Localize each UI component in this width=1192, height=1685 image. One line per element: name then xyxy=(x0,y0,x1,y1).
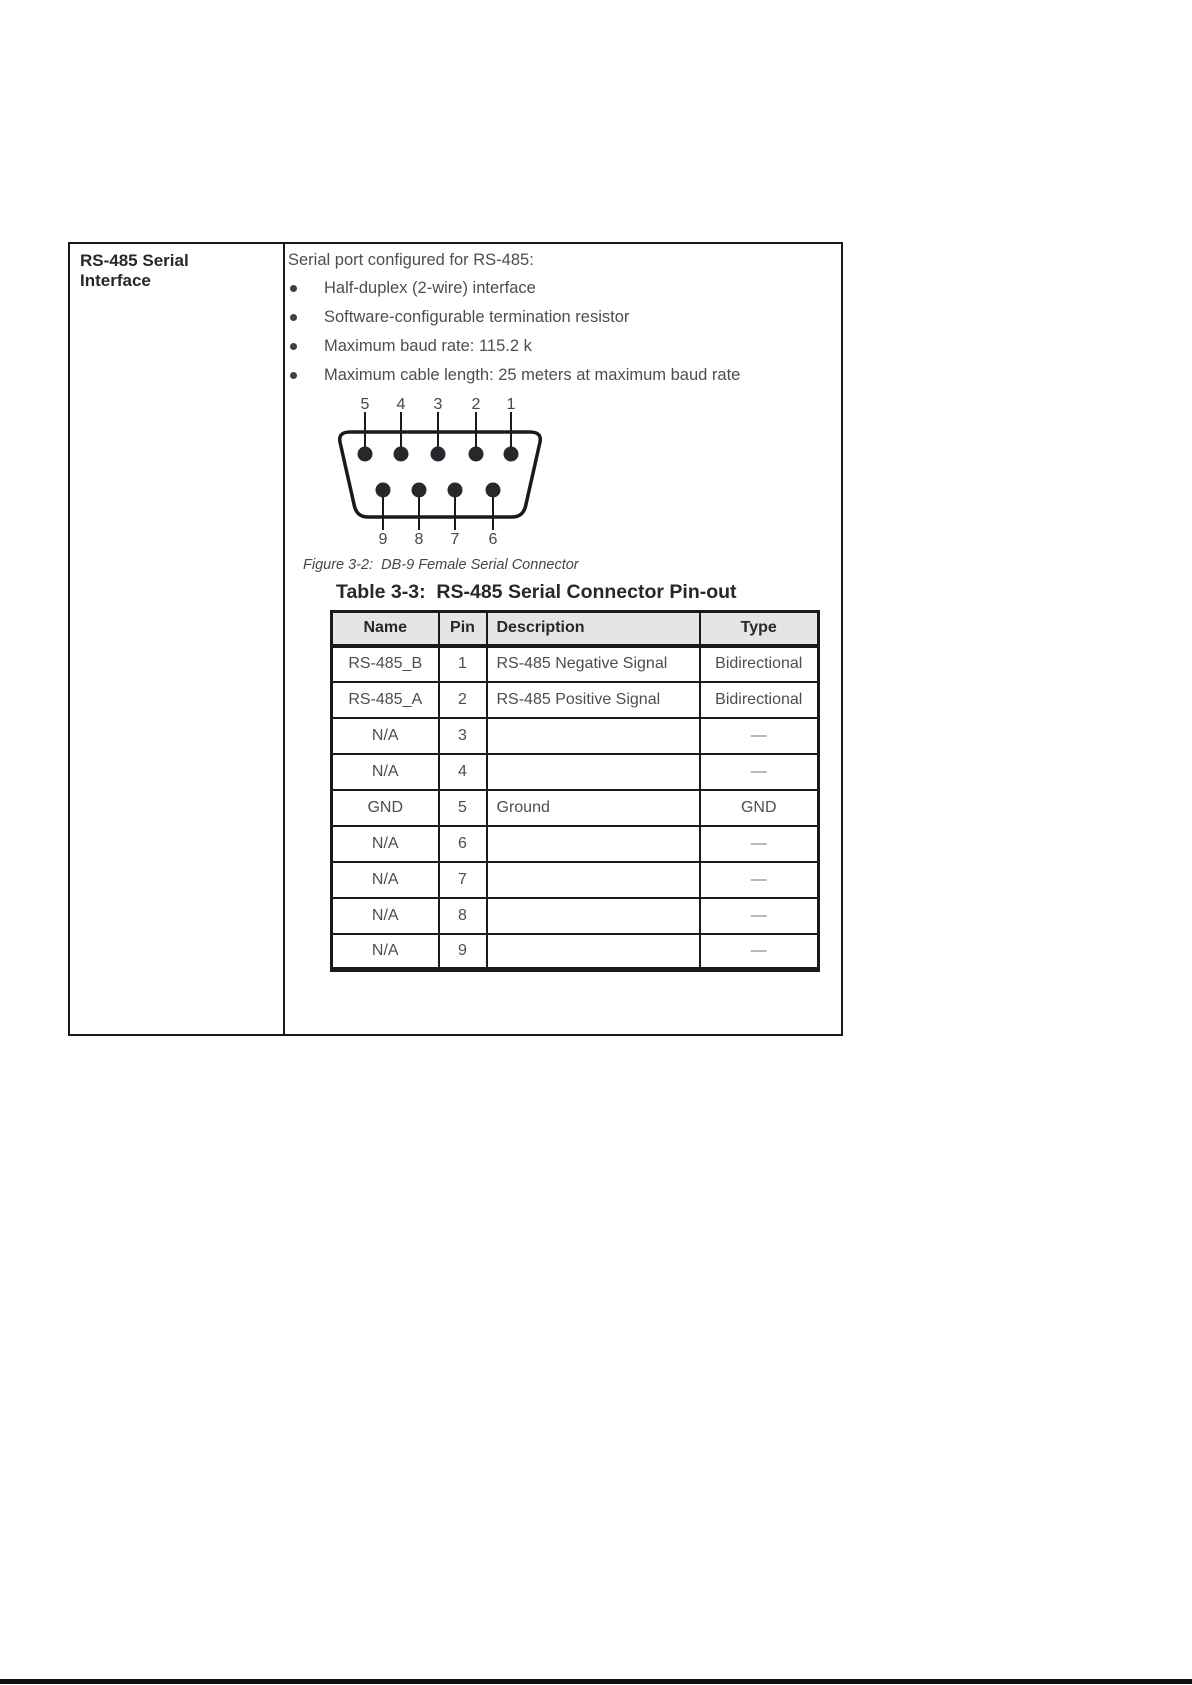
cell-type: Bidirectional xyxy=(700,646,819,682)
cell-description: Ground xyxy=(487,790,700,826)
bullet-text: Maximum cable length: 25 meters at maximum baud rate xyxy=(324,366,741,384)
pin-label-6: 6 xyxy=(488,531,498,548)
bullet-item xyxy=(288,365,833,386)
spec-content-cell xyxy=(283,244,841,1034)
cell-description xyxy=(487,718,700,754)
pinout-table xyxy=(330,610,820,972)
table-row xyxy=(332,718,819,754)
cell-type: — xyxy=(700,754,819,790)
bullet-item xyxy=(288,307,833,328)
pin-label-2: 2 xyxy=(471,396,481,413)
db9-connector-figure xyxy=(320,390,560,550)
table-row xyxy=(332,790,819,826)
cell-name: N/A xyxy=(332,934,439,970)
bullet-icon xyxy=(290,314,297,321)
cell-type: GND xyxy=(700,790,819,826)
cell-type: Bidirectional xyxy=(700,682,819,718)
table-row xyxy=(332,898,819,934)
spec-row-label: RS-485 Serial Interface xyxy=(80,251,189,290)
header-name: Name xyxy=(332,612,439,646)
cell-name: GND xyxy=(332,790,439,826)
pin-label-5: 5 xyxy=(360,396,370,413)
spec-table xyxy=(68,242,843,1036)
table-row xyxy=(332,646,819,682)
bullet-text: Software-configurable termination resistor xyxy=(324,308,630,326)
pinout-table-title: Table 3-3: RS-485 Serial Connector Pin-out xyxy=(336,581,737,603)
cell-name: N/A xyxy=(332,826,439,862)
cell-description xyxy=(487,934,700,970)
header-pin: Pin xyxy=(439,612,487,646)
table-row xyxy=(332,682,819,718)
cell-pin: 4 xyxy=(439,754,487,790)
cell-description xyxy=(487,862,700,898)
cell-description: RS-485 Positive Signal xyxy=(487,682,700,718)
header-description: Description xyxy=(487,612,700,646)
cell-name: RS-485_B xyxy=(332,646,439,682)
pin-label-9: 9 xyxy=(378,531,388,548)
pin-label-4: 4 xyxy=(396,396,406,413)
cell-name: N/A xyxy=(332,754,439,790)
bullet-icon xyxy=(290,372,297,379)
pin-label-3: 3 xyxy=(433,396,443,413)
cell-description xyxy=(487,754,700,790)
cell-pin: 3 xyxy=(439,718,487,754)
page-bottom-divider xyxy=(0,1679,1192,1684)
cell-description: RS-485 Negative Signal xyxy=(487,646,700,682)
bullet-text: Half-duplex (2-wire) interface xyxy=(324,279,536,297)
cell-type: — xyxy=(700,718,819,754)
cell-name: N/A xyxy=(332,718,439,754)
header-type: Type xyxy=(700,612,819,646)
header-row xyxy=(332,612,819,646)
table-row xyxy=(332,934,819,970)
pin-label-7: 7 xyxy=(450,531,460,548)
cell-name: N/A xyxy=(332,898,439,934)
cell-pin: 5 xyxy=(439,790,487,826)
cell-pin: 6 xyxy=(439,826,487,862)
cell-name: RS-485_A xyxy=(332,682,439,718)
table-row xyxy=(332,754,819,790)
table-row xyxy=(332,826,819,862)
cell-name: N/A xyxy=(332,862,439,898)
bullet-icon xyxy=(290,285,297,292)
table-row xyxy=(332,862,819,898)
figure-caption: Figure 3-2: DB-9 Female Serial Connector xyxy=(303,557,579,573)
cell-pin: 9 xyxy=(439,934,487,970)
bullet-item xyxy=(288,278,833,299)
cell-pin: 1 xyxy=(439,646,487,682)
cell-type: — xyxy=(700,862,819,898)
spec-label-cell xyxy=(70,244,283,1034)
bullet-item xyxy=(288,336,833,357)
cell-type: — xyxy=(700,826,819,862)
pin-label-1: 1 xyxy=(506,396,516,413)
cell-pin: 8 xyxy=(439,898,487,934)
bullet-text: Maximum baud rate: 115.2 k xyxy=(324,337,532,355)
bullet-icon xyxy=(290,343,297,350)
cell-pin: 7 xyxy=(439,862,487,898)
cell-description xyxy=(487,826,700,862)
cell-description xyxy=(487,898,700,934)
cell-type: — xyxy=(700,934,819,970)
spec-intro-text: Serial port configured for RS-485: xyxy=(288,251,534,269)
cell-pin: 2 xyxy=(439,682,487,718)
pin-label-8: 8 xyxy=(414,531,424,548)
cell-type: — xyxy=(700,898,819,934)
